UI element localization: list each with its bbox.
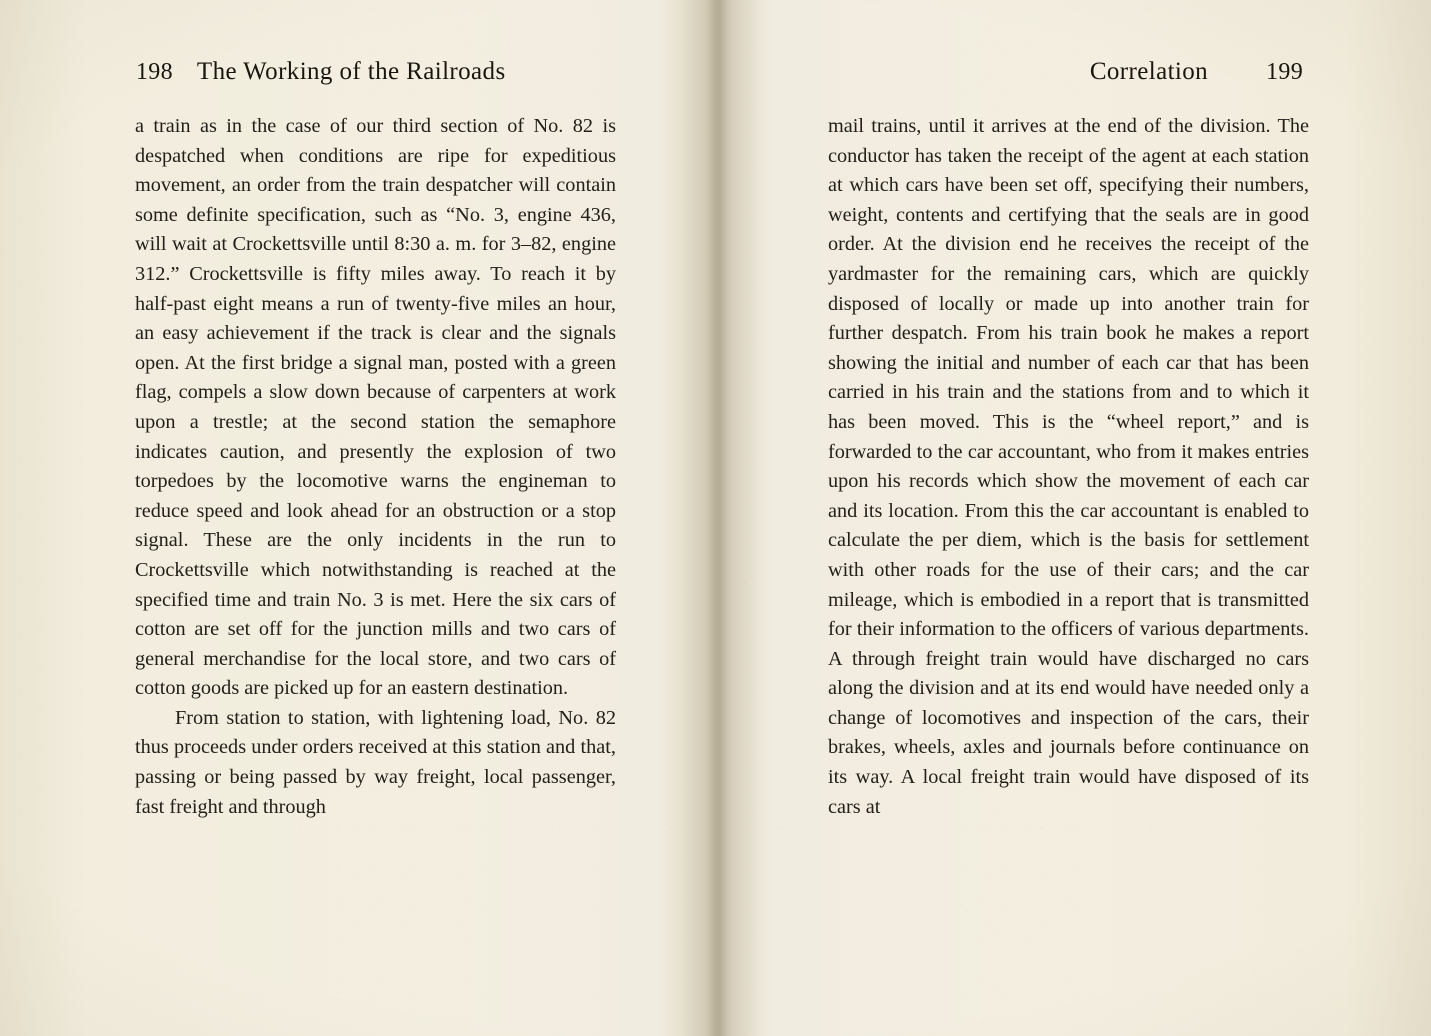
paragraph: a train as in the case of our third section of No. 82 is despatched when conditions are ripe for expeditious movement, an order from the train despatcher will contain some definite specification, such as “No. 3, engine 436, will wait at Crockettsville until 8:30 a. m. for 3–82, engine 312.” Crockettsville is fifty miles away. To reach it by half-past eight means a run of twenty-five miles an hour, an easy achievement if the track is clear and the signals open. At the first bridge a signal man, posted with a green flag, compels a slow down because of carpenters at work upon a trestle; at the second station the semaphore indicates caution, and presently the explosion of two torpedoes by the locomotive warns the engineman to reduce speed and look ahead for an obstruction or a stop signal. These are the only incidents in the run to Crockettsville which notwithstanding is reached at the specified time and train No. 3 is met. Here the six cars of cotton are set off for the junction mills and two cars of general merchandise for the local store, and two cars of cotton goods are picked up for an eastern destination. [135, 115, 616, 700]
right-page-number: 199 [1266, 59, 1303, 85]
right-running-head-title: Correlation [1089, 58, 1209, 85]
right-running-head [1090, 58, 1303, 92]
left-running-head [136, 58, 506, 92]
left-running-head-title: The Working of the Railroads [196, 58, 506, 85]
paragraph: From station to station, with lightening load, No. 82 thus proceeds under orders received at this station and that, passing or being passed by way freight, local passenger, fast freight and through [135, 706, 616, 818]
right-text-column [828, 112, 1309, 822]
left-page-number: 198 [136, 59, 173, 85]
right-page [716, 0, 1431, 1036]
left-text-column [135, 112, 616, 822]
paragraph: mail trains, until it arrives at the end of the division. The conductor has taken the receipt of the agent at each station at which cars have been set off, specifying their numbers, weight, contents and certifying that the seals are in good order. At the division end he receives the receipt of the yardmaster for the remaining cars, which are quickly disposed of locally or made up into another train for further despatch. From his train book he makes a report showing the initial and number of each car that has been carried in his train and the stations from and to which it has been moved. This is the “wheel report,” and is forwarded to the car accountant, who from it makes entries upon his records which show the movement of each car and its location. From this the car accountant is enabled to calculate the per diem, which is the basis for settlement with other roads for the use of their cars; and the car mileage, which is embodied in a report that is transmitted for their information to the officers of various departments. A through freight train would have discharged no cars along the division and at its end would have needed only a change of locomotives and inspection of the cars, their brakes, wheels, axles and journals before continuance on its way. A local freight train would have disposed of its cars at [828, 115, 1309, 818]
